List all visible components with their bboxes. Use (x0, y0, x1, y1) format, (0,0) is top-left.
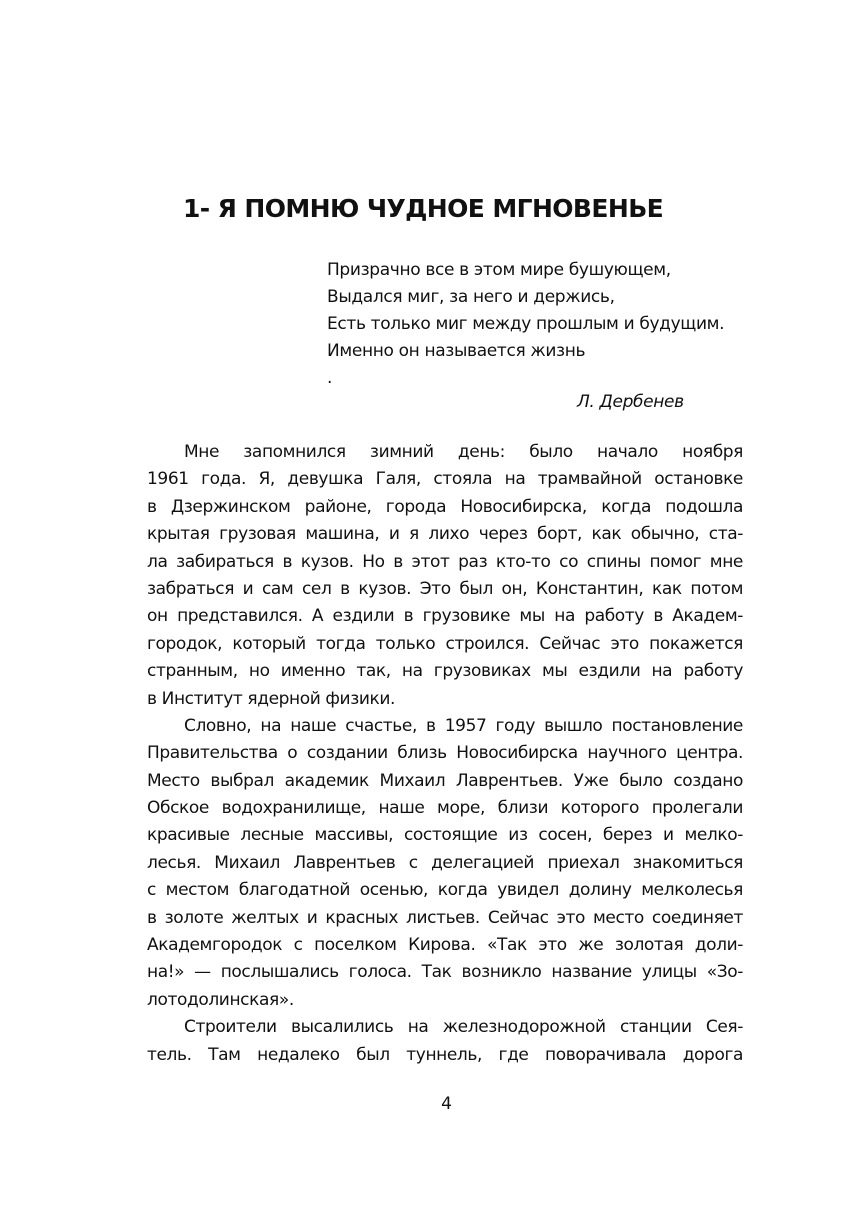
epigraph-author: Л. Дербенев (577, 392, 684, 412)
text-line: Мне запомнился зимний день: было начало ноября (184, 442, 743, 462)
text-line: Академгородок с поселком Кирова. «Так это же золотая доли- (147, 935, 743, 956)
text-line: крытая грузовая машина, и я лихо через борт, как обычно, ста- (147, 524, 743, 545)
text-line: Правительства о создании близь Новосибирска научного центра. (147, 743, 743, 764)
text-line: лотодолинская». (147, 989, 294, 1010)
text-line: в Институт ядерной физики. (147, 688, 396, 709)
text-line: он представился. А ездили в грузовике мы на работу в Академ- (147, 606, 743, 627)
text-line: забраться и сам сел в кузов. Это был он, Константин, как потом (147, 578, 743, 599)
text-line: городок, который тогда только строился. Сейчас это покажется (147, 633, 743, 654)
text-line: ла забираться в кузов. Но в этот раз кто-то со спины помог мне (147, 551, 743, 572)
text-line: Место выбрал академик Михаил Лаврентьев. Уже было создано (147, 770, 743, 791)
text-line: тель. Там недалеко был туннель, где поворачивала дорога (147, 1044, 743, 1065)
text-line: в золоте желтых и красных листьев. Сейчас это место соединяет (147, 907, 743, 928)
text-line: Словно, на наше счастье, в 1957 году вышло постановление (184, 715, 743, 736)
text-line: странным, но именно так, на грузовиках мы ездили на работу (147, 661, 743, 682)
epigraph-line: Призрачно все в этом мире бушующем, (327, 260, 671, 280)
epigraph-line: . (327, 368, 333, 388)
text-line: в Дзержинском районе, города Новосибирска, когда подошла (147, 496, 743, 517)
text-line: лесья. Михаил Лаврентьев с делегацией приехал знакомиться (147, 852, 743, 873)
paragraph (147, 713, 743, 1014)
text-line: Обское водохранилище, наше море, близи которого пролегали (147, 798, 743, 819)
text-line: 1961 года. Я, девушка Галя, стояла на трамвайной остановке (147, 469, 743, 490)
paragraph (147, 1014, 743, 1069)
text-line: на!» — послышались голоса. Так возникло название улицы «Зо- (147, 962, 743, 983)
epigraph (327, 257, 724, 392)
page-number: 4 (441, 1094, 452, 1114)
epigraph-line: Есть только миг между прошлым и будущим. (327, 314, 725, 334)
text-line: Строители высалились на железнодорожной станции Сея- (184, 1017, 743, 1038)
epigraph-line: Выдался миг, за него и держись, (327, 287, 615, 307)
paragraph (147, 439, 743, 713)
epigraph-line: Именно он называется жизнь (327, 341, 586, 361)
text-line: красивые лесные массивы, состоящие из сосен, берез и мелко- (147, 825, 743, 846)
body-text (147, 439, 743, 1069)
text-line: с местом благодатной осенью, когда увидел долину мелколесья (147, 880, 743, 901)
chapter-title: 1- Я ПОМНЮ ЧУДНОЕ МГНОВЕНЬЕ (183, 194, 664, 223)
